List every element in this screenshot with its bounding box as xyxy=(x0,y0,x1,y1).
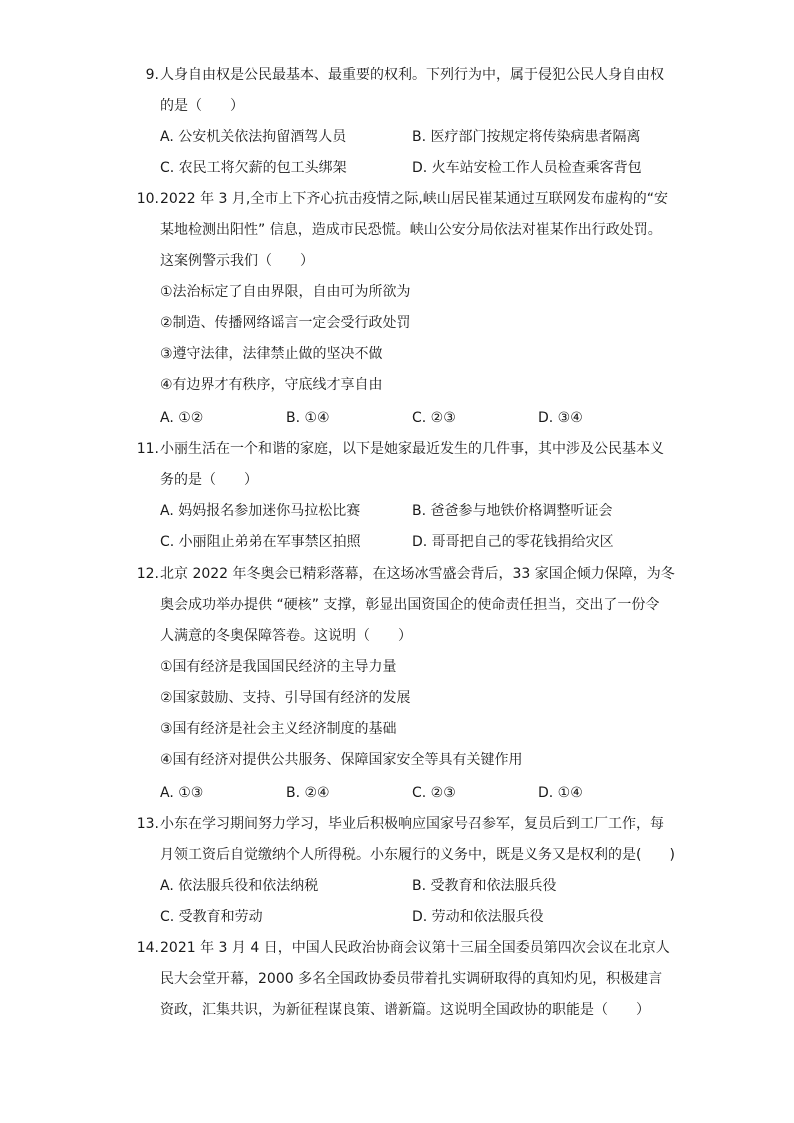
option-b[interactable]: B. ②④ xyxy=(286,785,330,801)
stem-line: 小东在学习期间努力学习，毕业后积极响应国家号召参军，复员后到工厂工作，每 xyxy=(160,816,664,832)
stem-line: 北京 2022 年冬奥会已精彩落幕，在这场冰雪盛会背后，33 家国企倾力保障，为冬 xyxy=(160,566,675,582)
option-b[interactable]: B. 爸爸参与地铁价格调整听证会 xyxy=(412,503,613,519)
stem-line: 资政，汇集共识，为新征程谋良策、谱新篇。这说明全国政协的职能是（ ） xyxy=(160,1002,650,1018)
statement-1: ①法治标定了自由界限，自由可为所欲为 xyxy=(160,284,411,300)
statement-4: ④有边界才有秩序，守底线才享自由 xyxy=(160,377,383,393)
stem-line: 2021 年 3 月 4 日，中国人民政治协商会议第十三届全国委员第四次会议在北京人 xyxy=(160,940,670,956)
question-number: 14. xyxy=(136,940,159,956)
question-number: 11. xyxy=(136,441,159,457)
option-a[interactable]: A. 公安机关依法拘留酒驾人员 xyxy=(160,129,347,145)
stem-line: 的是（ ） xyxy=(160,98,244,114)
stem-line: 2022 年 3 月,全市上下齐心抗击疫情之际,峡山居民崔某通过互联网发布虚构的“安 xyxy=(160,191,669,207)
option-b[interactable]: B. 受教育和依法服兵役 xyxy=(412,878,557,894)
option-c[interactable]: C. 小丽阻止弟弟在军事禁区拍照 xyxy=(160,534,361,550)
option-a[interactable]: A. 妈妈报名参加迷你马拉松比赛 xyxy=(160,503,361,519)
option-d[interactable]: D. ③④ xyxy=(538,410,583,426)
question-stem xyxy=(160,60,672,122)
option-b[interactable]: B. 医疗部门按规定将传染病患者隔离 xyxy=(412,129,641,145)
stem-line: 人身自由权是公民最基本、最重要的权利。下列行为中，属于侵犯公民人身自由权 xyxy=(160,67,664,83)
statement-3: ③遵守法律，法律禁止做的坚决不做 xyxy=(160,346,383,362)
stem-line: 这案例警示我们（ ） xyxy=(160,253,314,269)
question-stem xyxy=(160,559,675,652)
stem-line: 奥会成功举办提供 “硬核” 支撑，彰显出国资国企的使命责任担当，交出了一份令 xyxy=(160,597,660,613)
question-number: 12. xyxy=(136,566,159,582)
question-stem xyxy=(160,933,672,1026)
option-c[interactable]: C. ②③ xyxy=(412,785,456,801)
stem-line: 小丽生活在一个和谐的家庭，以下是她家最近发生的几件事，其中涉及公民基本义 xyxy=(160,441,664,457)
option-c[interactable]: C. 受教育和劳动 xyxy=(160,909,263,925)
question-stem xyxy=(160,809,675,871)
option-a[interactable]: A. 依法服兵役和依法纳税 xyxy=(160,878,319,894)
option-c[interactable]: C. 农民工将欠薪的包工头绑架 xyxy=(160,160,347,176)
stem-line: 月领工资后自觉缴纳个人所得税。小东履行的义务中，既是义务又是权利的是( ) xyxy=(160,847,675,863)
stem-line: 务的是（ ） xyxy=(160,472,258,488)
option-d[interactable]: D. 劳动和依法服兵役 xyxy=(412,909,544,925)
question-number: 13. xyxy=(136,816,159,832)
option-d[interactable]: D. 哥哥把自己的零花钱捐给灾区 xyxy=(412,534,614,550)
stem-line: 民大会堂开幕，2000 多名全国政协委员带着扎实调研取得的真知灼见，积极建言 xyxy=(160,971,663,987)
question-number: 10. xyxy=(136,191,159,207)
option-c[interactable]: C. ②③ xyxy=(412,410,456,426)
option-a[interactable]: A. ①③ xyxy=(160,785,204,801)
question-stem xyxy=(160,184,672,277)
option-d[interactable]: D. ①④ xyxy=(538,785,583,801)
stem-line: 某地检测出阳性” 信息，造成市民恐慌。峡山公安分局依法对崔某作出行政处罚。 xyxy=(160,222,662,238)
stem-line: 人满意的冬奥保障答卷。这说明（ ） xyxy=(160,628,412,644)
statement-3: ③国有经济是社会主义经济制度的基础 xyxy=(160,721,397,737)
statement-4: ④国有经济对提供公共服务、保障国家安全等具有关键作用 xyxy=(160,752,523,768)
statement-1: ①国有经济是我国国民经济的主导力量 xyxy=(160,659,397,675)
option-a[interactable]: A. ①② xyxy=(160,410,204,426)
question-stem xyxy=(160,434,672,496)
option-d[interactable]: D. 火车站安检工作人员检查乘客背包 xyxy=(412,160,642,176)
option-b[interactable]: B. ①④ xyxy=(286,410,330,426)
statement-2: ②国家鼓励、支持、引导国有经济的发展 xyxy=(160,690,411,706)
statement-2: ②制造、传播网络谣言一定会受行政处罚 xyxy=(160,315,411,331)
question-number: 9. xyxy=(145,67,159,83)
